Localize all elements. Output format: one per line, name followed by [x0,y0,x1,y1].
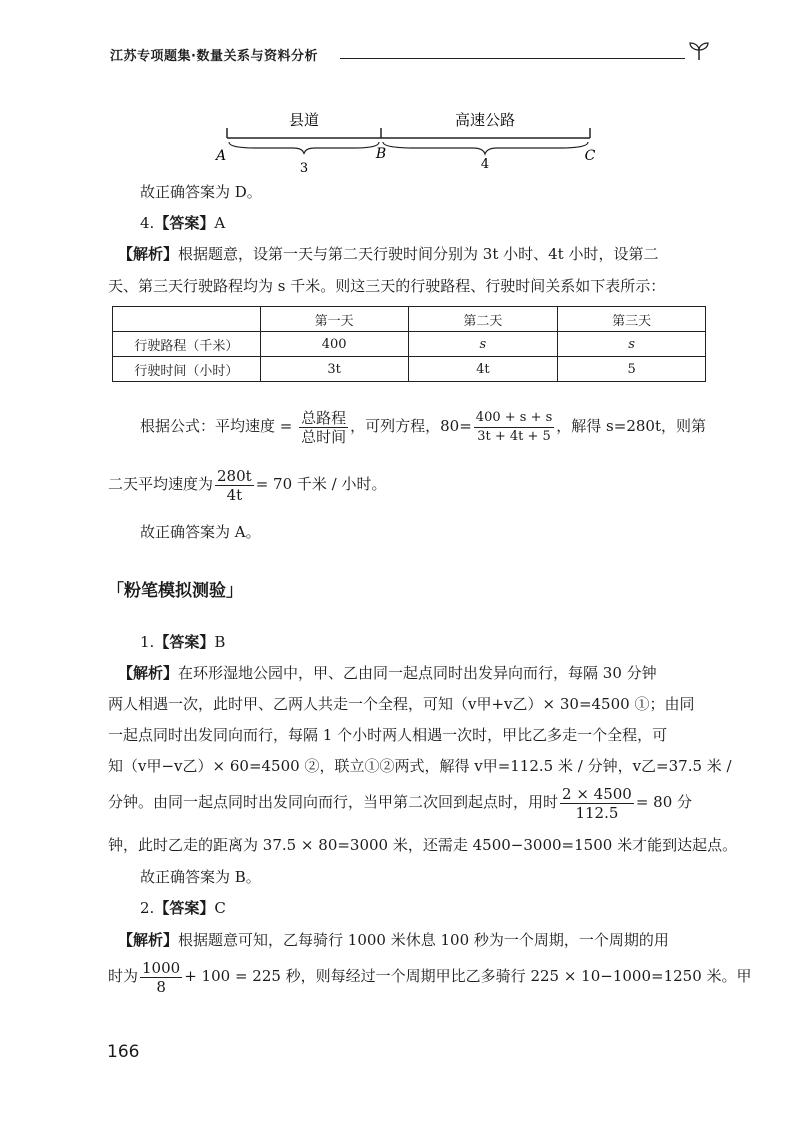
s1-analysis-line1: 【解析】在环形湿地公园中，甲、乙由同一起点同时出发异向而行，每隔 30 分钟 [118,664,657,682]
segment2-label: 高速公路 [454,111,516,129]
q4-table [112,306,706,382]
s1-analysis-line4: 知（v甲−v乙）× 60=4500 ②，联立①②两式，解得 v甲=112.5 米 / 分钟，v乙=37.5 米 / [108,757,732,775]
table-cell: 行驶路程（千米） [113,332,261,357]
q4-analysis-line1: 【解析】根据题意，设第一天与第二天行驶时间分别为 3t 小时、4t 小时，设第二 [118,245,659,263]
table-cell: 3t [260,357,408,382]
s2-analysis-tag: 【解析】 [118,931,179,949]
table-cell: 4t [408,357,558,382]
s1-analysis-tag: 【解析】 [118,664,179,682]
section-title: 「粉笔模拟测验」 [107,581,243,601]
s2-answer: C [214,899,226,917]
s1-answer-line [140,631,225,653]
q4-answer: A [214,214,226,232]
point-a-label: A [215,148,227,164]
table-header-cell [113,307,261,332]
table-cell: s [408,332,558,357]
conclusion-b: 故正确答案为 B。 [140,868,261,886]
s1-number: 1. [140,633,155,651]
s2-number: 2. [140,899,155,917]
ratio2-label: 4 [480,157,490,172]
table-row [113,357,706,382]
header-rule [340,58,685,59]
s2-analysis-line2: 时为 $\frac{1000}{8}$ + 100 = 225 秒，则每经过一个周期甲比乙多骑行 225 × 10−1000=1250 米。甲 [108,958,752,996]
q4-speed-line: 二天平均速度为 $\frac{280t}{4t}$ = 70 千米 / 小时。 [108,466,387,504]
table-header-cell: 第二天 [408,307,558,332]
table-cell: 5 [558,357,706,382]
q4-answer-line [140,212,225,234]
s1-analysis-line6: 钟，此时乙走的距离为 37.5 × 80=3000 米，还需走 4500−3000=1500 米才能到达起点。 [108,836,738,854]
table-cell: 行驶时间（小时） [113,357,261,382]
fraction-time: $\frac{2 \times 4500}{112.5}$ [562,784,632,822]
fraction-period: $\frac{1000}{8}$ [142,958,181,996]
point-b-label: B [375,146,387,162]
road-diagram [215,100,605,180]
sprout-icon [686,38,712,64]
fraction-total-distance-over-time: $\frac{\text{总路程}}{\text{总时间}}$ [301,408,347,446]
table-row [113,307,706,332]
q4-number: 4. [140,214,155,232]
ratio1-label: 3 [299,161,309,176]
table-header-cell: 第三天 [558,307,706,332]
s1-answer: B [214,633,226,651]
table-row [113,332,706,357]
brace-bc [383,142,588,154]
table-cell: 400 [260,332,408,357]
page-number: 166 [107,1042,140,1062]
s1-analysis-line2: 两人相遇一次，此时甲、乙两人共走一个全程，可知（v甲+v乙）× 30=4500 ①；由同 [108,695,695,713]
brace-ab [229,142,379,154]
s1-answer-tag: 【答案】 [154,633,215,651]
s2-analysis-line1: 【解析】根据题意可知，乙每骑行 1000 米休息 100 秒为一个周期，一个周期的用 [118,931,669,949]
fraction-equation: $\frac{400 + s + s}{3t + 4t + 5}$ [475,409,553,444]
running-header-title: 江苏专项题集·数量关系与资料分析 [110,49,318,64]
conclusion-a: 故正确答案为 A。 [140,523,261,541]
table-header-cell: 第一天 [260,307,408,332]
s1-analysis-line5: 分钟。由同一起点同时出发同向而行，当甲第二次回到起点时，用时 $\frac{2 \times 4500}{112.5}$ = 80 分 [108,784,693,822]
q4-analysis-tag: 【解析】 [118,245,179,263]
table-cell: s [558,332,706,357]
point-c-label: C [584,148,596,164]
s2-answer-tag: 【答案】 [154,899,215,917]
s2-answer-line [140,897,226,919]
fraction-speed: $\frac{280t}{4t}$ [217,466,252,504]
q4-analysis-line2: 天、第三天行驶路程均为 s 千米。则这三天的行驶路程、行驶时间关系如下表所示： [108,277,666,295]
s1-analysis-line3: 一起点同时出发同向而行，每隔 1 个小时两人相遇一次时，甲比乙多走一个全程，可 [108,726,668,744]
segment1-label: 县道 [288,111,320,129]
q4-formula-line: 根据公式：平均速度 = $\frac{\text{总路程}}{\text{总时间}}$ ，可列方程，80= $\frac{400 + s + s}{3t + 4t + 5}$ ，解得 s=280t，则第 [140,408,706,446]
conclusion-d: 故正确答案为 D。 [140,183,262,201]
q4-answer-tag: 【答案】 [154,214,215,232]
